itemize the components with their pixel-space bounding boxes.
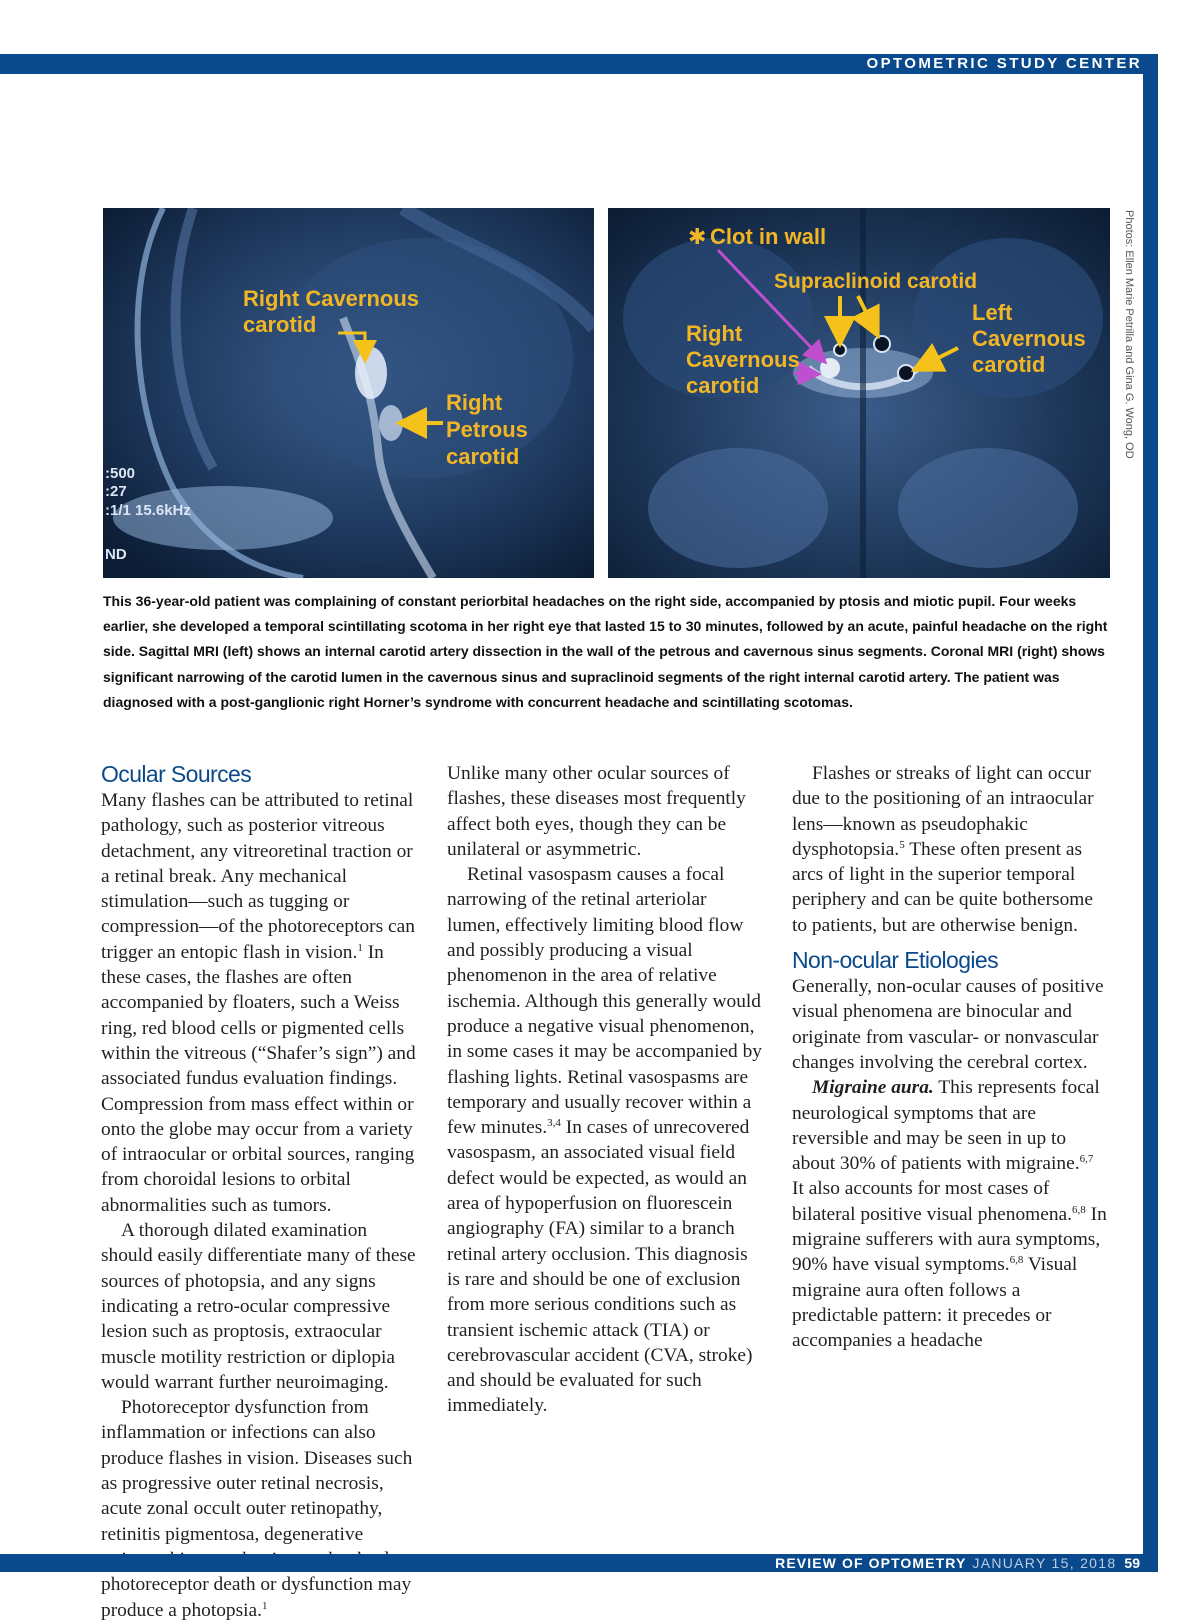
label-left-cavernous-carotid-2: Cavernous: [972, 326, 1086, 351]
scanner-text-3: :1/1 15.6kHz: [105, 502, 191, 519]
label-right-cavernous: Right Cavernous: [243, 286, 420, 311]
page-edge-rule: [1143, 54, 1158, 1572]
label-right-cavernous-2: carotid: [243, 312, 317, 337]
citation-ref: 1: [262, 1599, 268, 1612]
paragraph-2: A thorough dilated examination should easily differentiate many of these sources of photopsia, and any signs indicating a retro-ocular compressive lesion such as proptosis, extraocular muscle motility restriction or diplopia would warrant further neuroimaging.: [101, 1220, 416, 1393]
citation-ref: 6,8: [1072, 1203, 1086, 1216]
section-header-bar: [0, 54, 1158, 74]
citation-ref: 1: [357, 941, 363, 954]
figure-caption: This 36-year-old patient was complaining of constant periorbital headaches on the right side, accompanied by ptosis and miotic pupil. Four weeks earlier, she developed a temporal scintillating scotoma in her right eye that lasted 15 to 30 minutes, followed by an acute, painful headache on the right side. Sagittal MRI (left) shows an internal carotid artery dissection in the wall of the petrous and cavernous sinus segments. Coronal MRI (right) shows significant narrowing of the carotid lumen in the cavernous sinus and supraclinoid segments of the right internal carotid artery. The patient was diagnosed with a post-ganglionic right Horner’s syndrome with concurrent headache and scintillating scotomas.: [103, 593, 1108, 710]
sagittal-mri-graphic: [103, 208, 594, 578]
label-supraclinoid-carotid: Supraclinoid carotid: [774, 270, 978, 293]
label-right-petrous: Right: [446, 390, 503, 415]
article-column-1: [101, 761, 416, 1623]
label-right-cavernous-carotid: Right: [686, 321, 743, 346]
label-right-cavernous-carotid-3: carotid: [686, 373, 760, 398]
paragraph-3: Photoreceptor dysfunction from inflammation or infections can also produce flashes in vision. Diseases such as progressive outer retinal necrosis, acute zonal occult outer retinopathy, retinitis pigmentosa, degenerative photoreceptor death or dysfunction may produce a photopsia.$^1$: [101, 1397, 413, 1621]
paragraph-1: Many flashes can be attributed to retinal pathology, such as posterior vitreous detachment, any vitreoretinal traction or a retinal break. Any mechanical stimulation—such as tugging or compression—of the photoreceptors can trigger an entopic flash in vision.$^1$ In these cases, the flashes are often accompanied by floaters, such a Weiss ring, red blood cells or pigmented cells within the vitreous (“Shafer’s sign”) and associated fundus evaluation findings. Compression from mass effect within or onto the globe may occur from a variety of intraocular or orbital sources, ranging from choroidal lesions to orbital abnormalities such as tumors.: [101, 790, 416, 1216]
citation-ref: 3,4: [547, 1117, 561, 1130]
citation-ref: 5: [899, 838, 905, 851]
run-in-heading: Migraine aura.: [812, 1077, 934, 1099]
label-right-petrous-3: carotid: [446, 444, 520, 469]
article-column-2: [447, 761, 762, 1419]
paragraph-7: Migraine aura. This represents focal neurological symptoms that are reversible and may be seen in up to about 30% of patients with migraine.$^{6,7}$ It also accounts for most cases of bilateral positive visual phenomena.$^{6,8}$ In migraine sufferers with aura symptoms, 90% have visual symptoms.$^{6,8}$ Visual migraine aura often follows a predictable pattern: it precedes or accompanies a headache: [792, 1077, 1107, 1352]
label-left-cavernous-carotid-3: carotid: [972, 352, 1046, 377]
coronal-mri-photo: [608, 208, 1110, 578]
paragraph-3-cont: Unlike many other ocular sources of flashes, these diseases most frequently affect both eyes, though they can be unilateral or asymmetric.: [447, 763, 746, 860]
scanner-text-2: :27: [105, 483, 127, 500]
article-column-3: [792, 761, 1107, 1354]
section-title: OPTOMETRIC STUDY CENTER: [866, 55, 1142, 72]
scanner-text-1: :500: [105, 465, 136, 482]
label-clot-in-wall: Clot in wall: [710, 224, 827, 249]
footer-label: [775, 1554, 1140, 1572]
heading-ocular-sources: Ocular Sources: [101, 761, 252, 787]
citation-ref: 6,7: [1079, 1153, 1094, 1166]
heading-non-ocular-etiologies: Non-ocular Etiologies: [792, 947, 999, 974]
magazine-title: REVIEW OF OPTOMETRY: [775, 1555, 967, 1571]
asterisk-icon: ✱: [688, 225, 707, 250]
paragraph-5: Flashes or streaks of light can occur due to the positioning of an intraocular lens—known as pseudophakic dysphotopsia.$^5$ These often present as arcs of light in the superior temporal periphery and can be quite bothersome to patients, but are otherwise benign.: [792, 763, 1094, 936]
paragraph-4: Retinal vasospasm causes a focal narrowing of the retinal arteriolar lumen, effectively limiting blood flow and possibly producing a visual phenomenon in the area of relative ischemia. Although this generally would produce a negative visual phenomenon, in some cases it may be accompanied by flashing lights. Retinal vasospasms are temporary and usually recover within a few minutes.$^{3,4}$ In cases of unrecovered vasospasm, an associated visual field defect would be expected, as would an area of hypoperfusion on fluorescein angiography (FA) similar to a branch retinal artery occlusion. This diagnosis is rare and should be one of exclusion from more serious conditions such as transient ischemic attack (TIA) or cerebrovascular accident (CVA, stroke) and should be evaluated for such immediately.: [447, 864, 762, 1417]
issue-date: JANUARY 15, 2018: [972, 1555, 1117, 1571]
citation-ref: 6,8: [1009, 1254, 1024, 1267]
photo-credit: [1121, 210, 1135, 459]
label-right-petrous-2: Petrous: [446, 417, 528, 442]
footer-bar: [0, 1554, 1158, 1572]
photo-credit-text: Photos: Ellen Marie Petrilla and Gina G. Wong, OD: [1123, 210, 1135, 459]
label-left-cavernous-carotid: Left: [972, 300, 1013, 325]
coronal-mri-graphic: [608, 208, 1110, 578]
label-right-cavernous-carotid-2: Cavernous: [686, 347, 800, 372]
paragraph-6: Generally, non-ocular causes of positive visual phenomena are binocular and originate from vascular- or nonvascular changes involving the cerebral cortex.: [792, 976, 1104, 1073]
sagittal-mri-photo: [103, 208, 594, 578]
scanner-text-4: ND: [105, 546, 127, 563]
page-number: 59: [1124, 1555, 1140, 1571]
